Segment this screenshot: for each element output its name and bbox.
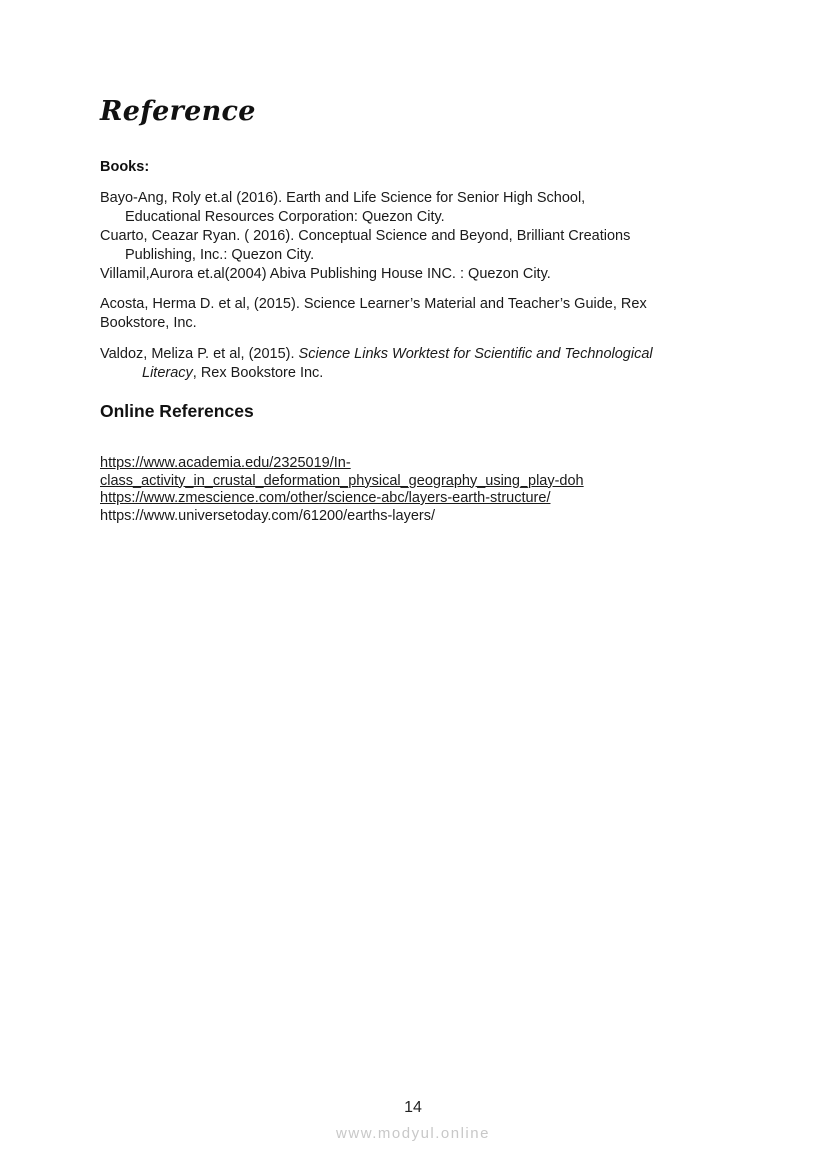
book-reference [100, 345, 720, 383]
book-reference [100, 227, 720, 265]
reference-line: Acosta, Herma D. et al, (2015). Science Learner’s Material and Teacher’s Guide, Rex [100, 296, 647, 312]
reference-book-title: Science Links Worktest for Scientific and Technological [298, 346, 653, 362]
book-references-group-3 [100, 345, 720, 383]
reference-author: Valdoz, Meliza P. et al, (2015). [100, 346, 299, 362]
reference-line: Bayo-Ang, Roly et.al (2016). Earth and Life Science for Senior High School, [100, 190, 586, 206]
reference-url-text: https://www.universetoday.com/61200/earths-layers/ [100, 507, 436, 524]
reference-link-line: class_activity_in_crustal_deformation_physical_geography_using_play-doh [100, 472, 584, 489]
book-references-group-2 [100, 295, 720, 333]
reference-link[interactable] [100, 455, 720, 490]
reference-link-line: https://www.academia.edu/2325019/In- [100, 455, 351, 471]
book-references-group-1 [100, 189, 720, 284]
online-references-heading: Online References [100, 401, 254, 421]
reference-line-continued: Educational Resources Corporation: Quezon City. [125, 209, 445, 225]
page-title: Reference [100, 96, 256, 127]
books-heading: Books: [100, 159, 150, 175]
reference-line: Cuarto, Ceazar Ryan. ( 2016). Conceptual Science and Beyond, Brilliant Creations [100, 228, 631, 244]
reference-book-title-continued: Literacy [142, 365, 193, 381]
page-number: 14 [404, 1099, 422, 1116]
watermark: www.modyul.online [336, 1125, 490, 1142]
reference-publisher: , Rex Bookstore Inc. [192, 365, 324, 381]
book-reference [100, 265, 720, 284]
reference-line: Villamil,Aurora et.al(2004) Abiva Publishing House INC. : Quezon City. [100, 266, 551, 282]
reference-link[interactable]: https://www.zmescience.com/other/science-abc/layers-earth-structure/ [100, 490, 551, 506]
reference-line-continued: Publishing, Inc.: Quezon City. [125, 247, 315, 263]
online-references-list [100, 455, 720, 525]
book-reference [100, 189, 720, 227]
book-reference [100, 295, 720, 333]
reference-line-continued: Bookstore, Inc. [100, 315, 197, 331]
